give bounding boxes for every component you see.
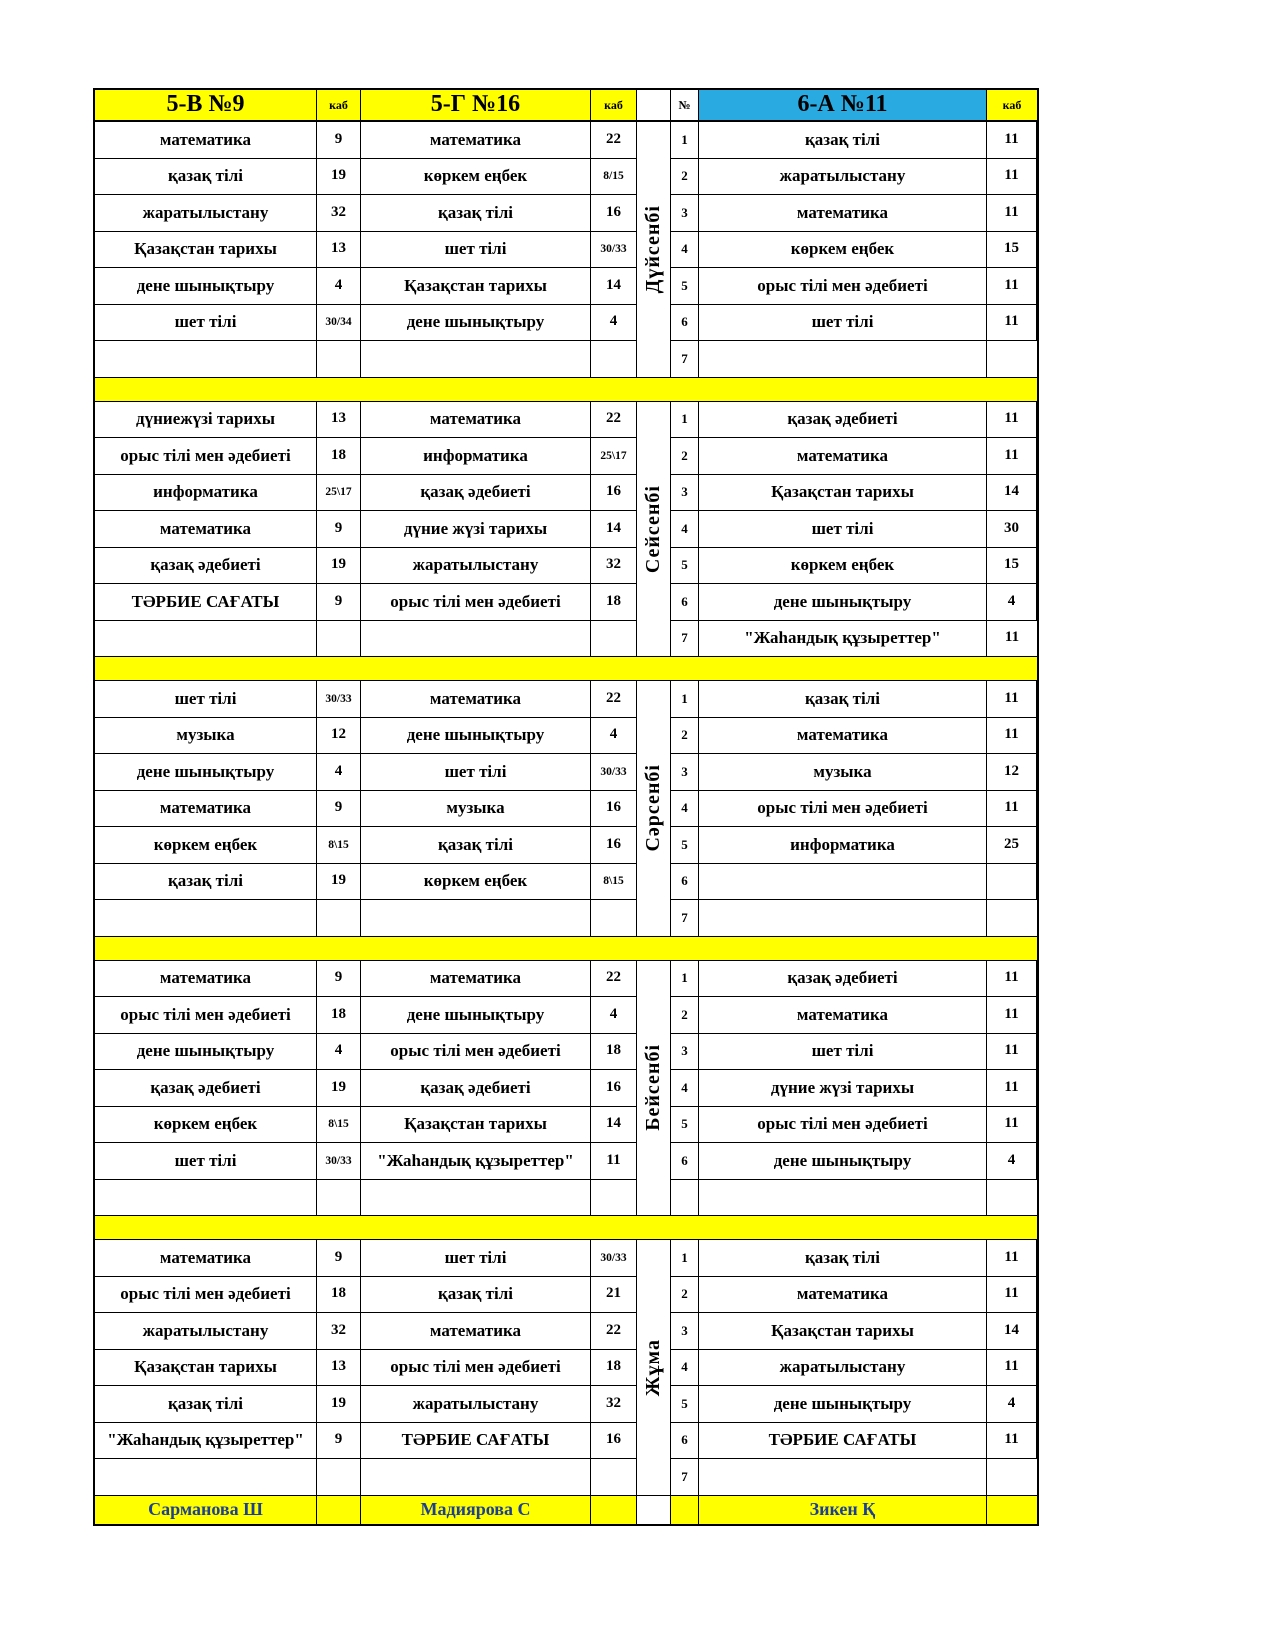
room-cell-5g — [591, 1459, 637, 1496]
separator-row — [95, 657, 1037, 681]
room-cell-5g: 18 — [591, 1350, 637, 1387]
footer-day-gap-cell — [637, 1496, 671, 1524]
subject-cell-5g: жаратылыстану — [361, 548, 591, 585]
subject-cell-5v: дүниежүзі тарихы — [95, 402, 317, 439]
subject-cell-6a: музыка — [699, 754, 987, 791]
room-cell-5g: 16 — [591, 1423, 637, 1460]
subject-cell-5v — [95, 900, 317, 937]
room-cell-6a: 14 — [987, 475, 1037, 512]
subject-cell-5v — [95, 1459, 317, 1496]
room-cell-5g: 22 — [591, 961, 637, 998]
subject-cell-6a: шет тілі — [699, 511, 987, 548]
room-cell-5v — [317, 900, 361, 937]
subject-cell-5g: музыка — [361, 791, 591, 828]
room-cell-5g: 16 — [591, 475, 637, 512]
subject-cell-6a: жаратылыстану — [699, 1350, 987, 1387]
subject-cell-6a: шет тілі — [699, 305, 987, 342]
lesson-number-cell: 4 — [671, 511, 699, 548]
room-cell-5g: 14 — [591, 1107, 637, 1144]
lesson-number-col-header: № — [671, 90, 699, 122]
subject-cell-6a: дүние жүзі тарихы — [699, 1070, 987, 1107]
subject-cell-5g: математика — [361, 402, 591, 439]
room-cell-6a: 11 — [987, 402, 1037, 439]
subject-cell-5v: орыс тілі мен әдебиеті — [95, 1277, 317, 1314]
subject-cell-5v: жаратылыстану — [95, 1313, 317, 1350]
lesson-number-cell: 6 — [671, 1423, 699, 1460]
separator-row — [95, 378, 1037, 402]
subject-cell-5g: қазақ әдебиеті — [361, 1070, 591, 1107]
room-cell-6a — [987, 900, 1037, 937]
subject-cell-6a — [699, 1180, 987, 1217]
subject-cell-6a: орыс тілі мен әдебиеті — [699, 268, 987, 305]
subject-cell-5g: қазақ тілі — [361, 827, 591, 864]
lesson-number-cell: 2 — [671, 438, 699, 475]
subject-cell-6a: "Жаһандық құзыреттер" — [699, 621, 987, 658]
subject-cell-5g: ТӘРБИЕ САҒАТЫ — [361, 1423, 591, 1460]
room-cell-5v: 18 — [317, 438, 361, 475]
room-cell-5v: 9 — [317, 1423, 361, 1460]
lesson-number-cell: 4 — [671, 232, 699, 269]
subject-cell-5g — [361, 1459, 591, 1496]
room-cell-6a — [987, 1180, 1037, 1217]
lesson-number-cell: 3 — [671, 195, 699, 232]
day-label-text: Жұма — [642, 1338, 664, 1396]
separator-row — [95, 937, 1037, 961]
day-label — [637, 402, 671, 658]
room-col-header: каб — [987, 90, 1037, 122]
subject-cell-5g — [361, 341, 591, 378]
room-cell-5g: 22 — [591, 402, 637, 439]
subject-cell-6a: көркем еңбек — [699, 548, 987, 585]
room-cell-6a — [987, 341, 1037, 378]
subject-cell-5g: шет тілі — [361, 1240, 591, 1277]
day-block — [95, 1240, 1037, 1496]
room-col-header: каб — [317, 90, 361, 122]
subject-cell-5v: математика — [95, 122, 317, 159]
subject-cell-6a: қазақ әдебиеті — [699, 402, 987, 439]
subject-cell-5g: дене шынықтыру — [361, 718, 591, 755]
room-cell-5v: 8\15 — [317, 827, 361, 864]
room-cell-5v: 18 — [317, 1277, 361, 1314]
room-cell-5g: 16 — [591, 195, 637, 232]
subject-cell-5v: математика — [95, 791, 317, 828]
subject-cell-6a: көркем еңбек — [699, 232, 987, 269]
room-cell-5v: 4 — [317, 268, 361, 305]
subject-cell-5g: шет тілі — [361, 232, 591, 269]
room-cell-5v: 4 — [317, 754, 361, 791]
room-cell-5v: 9 — [317, 584, 361, 621]
room-cell-5g: 21 — [591, 1277, 637, 1314]
subject-cell-5g — [361, 621, 591, 658]
room-cell-5g: 32 — [591, 548, 637, 585]
subject-cell-5v: математика — [95, 511, 317, 548]
room-cell-6a: 4 — [987, 1143, 1037, 1180]
room-cell-5v: 30/33 — [317, 1143, 361, 1180]
subject-cell-5v: Қазақстан тарихы — [95, 232, 317, 269]
lesson-number-cell: 3 — [671, 754, 699, 791]
room-col-header: каб — [591, 90, 637, 122]
subject-cell-5g: орыс тілі мен әдебиеті — [361, 1350, 591, 1387]
lesson-number-cell: 2 — [671, 1277, 699, 1314]
subject-cell-5g: шет тілі — [361, 754, 591, 791]
subject-cell-5g: математика — [361, 1313, 591, 1350]
room-cell-5g: 18 — [591, 1034, 637, 1071]
subject-cell-6a: дене шынықтыру — [699, 1386, 987, 1423]
room-cell-5g — [591, 1180, 637, 1217]
room-cell-6a: 11 — [987, 791, 1037, 828]
room-cell-5g: 22 — [591, 1313, 637, 1350]
room-cell-5v — [317, 1180, 361, 1217]
subject-cell-6a — [699, 864, 987, 901]
room-cell-6a: 4 — [987, 584, 1037, 621]
room-cell-6a: 11 — [987, 438, 1037, 475]
room-cell-6a: 11 — [987, 195, 1037, 232]
room-cell-5v: 13 — [317, 402, 361, 439]
subject-cell-6a — [699, 900, 987, 937]
subject-cell-5v: қазақ әдебиеті — [95, 548, 317, 585]
subject-cell-6a: математика — [699, 997, 987, 1034]
subject-cell-5v: Қазақстан тарихы — [95, 1350, 317, 1387]
lesson-number-cell: 3 — [671, 1313, 699, 1350]
teacher-name-5v: Сарманова Ш — [95, 1496, 317, 1524]
room-cell-6a: 11 — [987, 305, 1037, 342]
teacher-name-6a: Зикен Қ — [699, 1496, 987, 1524]
subject-cell-6a: орыс тілі мен әдебиеті — [699, 791, 987, 828]
room-cell-6a: 11 — [987, 122, 1037, 159]
header-row — [95, 90, 1037, 122]
subject-cell-5v: математика — [95, 1240, 317, 1277]
subject-cell-5v: ТӘРБИЕ САҒАТЫ — [95, 584, 317, 621]
subject-cell-6a: қазақ тілі — [699, 1240, 987, 1277]
room-cell-5v: 18 — [317, 997, 361, 1034]
day-block — [95, 402, 1037, 658]
subject-cell-5v: шет тілі — [95, 681, 317, 718]
lesson-number-cell: 2 — [671, 159, 699, 196]
room-cell-5v: 9 — [317, 122, 361, 159]
subject-cell-5v — [95, 341, 317, 378]
room-cell-5v: 19 — [317, 1386, 361, 1423]
subject-cell-5g: дене шынықтыру — [361, 997, 591, 1034]
subject-cell-5v: дене шынықтыру — [95, 1034, 317, 1071]
room-cell-5v: 9 — [317, 791, 361, 828]
lesson-number-cell: 4 — [671, 791, 699, 828]
room-cell-5g: 22 — [591, 681, 637, 718]
room-cell-6a: 14 — [987, 1313, 1037, 1350]
room-cell-5g: 16 — [591, 1070, 637, 1107]
room-cell-6a: 11 — [987, 159, 1037, 196]
room-cell-5v: 32 — [317, 195, 361, 232]
subject-cell-6a: орыс тілі мен әдебиеті — [699, 1107, 987, 1144]
room-cell-6a: 11 — [987, 1070, 1037, 1107]
subject-cell-5g: қазақ тілі — [361, 195, 591, 232]
day-label-text: Сәрсенбі — [642, 764, 664, 853]
class-header-5v-9: 5-В №9 — [95, 90, 317, 122]
lesson-number-cell: 4 — [671, 1070, 699, 1107]
subject-cell-5v: шет тілі — [95, 1143, 317, 1180]
room-cell-5g: 18 — [591, 584, 637, 621]
subject-cell-5g: қазақ әдебиеті — [361, 475, 591, 512]
room-cell-5v: 9 — [317, 961, 361, 998]
subject-cell-5g: дүние жүзі тарихы — [361, 511, 591, 548]
room-cell-5g: 4 — [591, 305, 637, 342]
room-cell-6a: 11 — [987, 621, 1037, 658]
lesson-number-cell: 2 — [671, 718, 699, 755]
room-cell-6a: 11 — [987, 1240, 1037, 1277]
room-cell-5v: 4 — [317, 1034, 361, 1071]
subject-cell-5g — [361, 1180, 591, 1217]
day-block — [95, 961, 1037, 1217]
room-cell-5v — [317, 621, 361, 658]
subject-cell-6a: қазақ тілі — [699, 681, 987, 718]
subject-cell-6a: дене шынықтыру — [699, 584, 987, 621]
room-cell-5g: 30/33 — [591, 232, 637, 269]
room-cell-6a: 15 — [987, 232, 1037, 269]
subject-cell-5v — [95, 1180, 317, 1217]
room-cell-5g — [591, 341, 637, 378]
room-cell-5g: 16 — [591, 791, 637, 828]
room-cell-5v: 13 — [317, 232, 361, 269]
day-label-text: Сейсенбі — [642, 484, 664, 573]
subject-cell-5g: жаратылыстану — [361, 1386, 591, 1423]
room-cell-5g: 22 — [591, 122, 637, 159]
subject-cell-6a: қазақ тілі — [699, 122, 987, 159]
day-label — [637, 961, 671, 1217]
subject-cell-5v: математика — [95, 961, 317, 998]
subject-cell-5g: орыс тілі мен әдебиеті — [361, 1034, 591, 1071]
room-cell-5g: 11 — [591, 1143, 637, 1180]
lesson-number-cell: 1 — [671, 1240, 699, 1277]
subject-cell-6a: ТӘРБИЕ САҒАТЫ — [699, 1423, 987, 1460]
room-cell-5g: 16 — [591, 827, 637, 864]
subject-cell-6a: математика — [699, 195, 987, 232]
room-cell-5v: 30/34 — [317, 305, 361, 342]
lesson-number-cell: 2 — [671, 997, 699, 1034]
day-col-header — [637, 90, 671, 122]
lesson-number-cell: 5 — [671, 1386, 699, 1423]
room-cell-5v — [317, 341, 361, 378]
room-cell-5g: 14 — [591, 511, 637, 548]
room-cell-5v: 25\17 — [317, 475, 361, 512]
subject-cell-5g: орыс тілі мен әдебиеті — [361, 584, 591, 621]
subject-cell-5v: көркем еңбек — [95, 1107, 317, 1144]
lesson-number-cell: 4 — [671, 1350, 699, 1387]
lesson-number-cell: 5 — [671, 268, 699, 305]
day-label-text: Бейсенбі — [642, 1044, 664, 1132]
subject-cell-5g: қазақ тілі — [361, 1277, 591, 1314]
room-cell-6a: 11 — [987, 718, 1037, 755]
subject-cell-6a — [699, 1459, 987, 1496]
room-cell-5v: 32 — [317, 1313, 361, 1350]
day-label — [637, 1240, 671, 1496]
lesson-number-cell: 7 — [671, 1459, 699, 1496]
subject-cell-5g: Қазақстан тарихы — [361, 1107, 591, 1144]
lesson-number-cell: 6 — [671, 1143, 699, 1180]
lesson-number-cell: 1 — [671, 122, 699, 159]
room-cell-6a: 12 — [987, 754, 1037, 791]
subject-cell-5v: көркем еңбек — [95, 827, 317, 864]
room-cell-6a: 30 — [987, 511, 1037, 548]
day-block — [95, 681, 1037, 937]
subject-cell-5g: көркем еңбек — [361, 864, 591, 901]
subject-cell-5g: математика — [361, 961, 591, 998]
room-cell-6a: 11 — [987, 1277, 1037, 1314]
subject-cell-6a — [699, 341, 987, 378]
lesson-number-cell: 3 — [671, 1034, 699, 1071]
subject-cell-5g: "Жаһандық құзыреттер" — [361, 1143, 591, 1180]
lesson-number-cell: 6 — [671, 305, 699, 342]
teacher-name-5g: Мадиярова С — [361, 1496, 591, 1524]
room-cell-5v: 9 — [317, 1240, 361, 1277]
subject-cell-5v — [95, 621, 317, 658]
subject-cell-5v: шет тілі — [95, 305, 317, 342]
room-cell-5v: 12 — [317, 718, 361, 755]
room-cell-6a: 11 — [987, 997, 1037, 1034]
room-cell-5v: 19 — [317, 864, 361, 901]
subject-cell-5g: дене шынықтыру — [361, 305, 591, 342]
subject-cell-5v: дене шынықтыру — [95, 268, 317, 305]
subject-cell-5v: қазақ тілі — [95, 864, 317, 901]
subject-cell-6a: дене шынықтыру — [699, 1143, 987, 1180]
subject-cell-5v: қазақ тілі — [95, 1386, 317, 1423]
subject-cell-5v: жаратылыстану — [95, 195, 317, 232]
lesson-number-cell: 5 — [671, 1107, 699, 1144]
room-cell-5g: 14 — [591, 268, 637, 305]
subject-cell-5v: дене шынықтыру — [95, 754, 317, 791]
subject-cell-6a: информатика — [699, 827, 987, 864]
subject-cell-5v: қазақ әдебиеті — [95, 1070, 317, 1107]
subject-cell-5v: "Жаһандық құзыреттер" — [95, 1423, 317, 1460]
lesson-number-cell: 1 — [671, 961, 699, 998]
lesson-number-cell: 5 — [671, 827, 699, 864]
separator-row — [95, 1216, 1037, 1240]
room-cell-5v: 19 — [317, 159, 361, 196]
subject-cell-6a: Қазақстан тарихы — [699, 1313, 987, 1350]
lesson-number-cell: 1 — [671, 402, 699, 439]
subject-cell-5v: информатика — [95, 475, 317, 512]
subject-cell-5g: математика — [361, 681, 591, 718]
room-cell-6a: 25 — [987, 827, 1037, 864]
room-cell-5g: 8\15 — [591, 864, 637, 901]
lesson-number-cell — [671, 1180, 699, 1217]
footer-row — [95, 1496, 1037, 1524]
lesson-number-cell: 7 — [671, 341, 699, 378]
room-cell-6a: 11 — [987, 1034, 1037, 1071]
room-cell-5v — [317, 1459, 361, 1496]
room-cell-5v: 13 — [317, 1350, 361, 1387]
lesson-number-cell: 1 — [671, 681, 699, 718]
room-cell-5g: 4 — [591, 997, 637, 1034]
room-cell-6a: 15 — [987, 548, 1037, 585]
subject-cell-6a: Қазақстан тарихы — [699, 475, 987, 512]
room-cell-5v: 19 — [317, 1070, 361, 1107]
subject-cell-5v: қазақ тілі — [95, 159, 317, 196]
room-cell-5v: 9 — [317, 511, 361, 548]
footer-cell — [317, 1496, 361, 1524]
lesson-number-cell: 6 — [671, 864, 699, 901]
day-block — [95, 122, 1037, 378]
room-cell-6a: 11 — [987, 268, 1037, 305]
lesson-number-cell: 5 — [671, 548, 699, 585]
room-cell-5g — [591, 621, 637, 658]
subject-cell-6a: математика — [699, 718, 987, 755]
subject-cell-6a: шет тілі — [699, 1034, 987, 1071]
room-cell-6a — [987, 1459, 1037, 1496]
room-cell-5g: 30/33 — [591, 754, 637, 791]
subject-cell-5g — [361, 900, 591, 937]
room-cell-5v: 30/33 — [317, 681, 361, 718]
footer-cell — [987, 1496, 1037, 1524]
class-header-6a-11: 6-А №11 — [699, 90, 987, 122]
subject-cell-5v: орыс тілі мен әдебиеті — [95, 997, 317, 1034]
room-cell-5g: 4 — [591, 718, 637, 755]
room-cell-6a: 11 — [987, 1423, 1037, 1460]
room-cell-5g: 30/33 — [591, 1240, 637, 1277]
subject-cell-5v: музыка — [95, 718, 317, 755]
class-header-5g-16: 5-Г №16 — [361, 90, 591, 122]
footer-cell — [671, 1496, 699, 1524]
room-cell-5g: 25\17 — [591, 438, 637, 475]
day-label — [637, 681, 671, 937]
room-cell-5g — [591, 900, 637, 937]
subject-cell-5v: орыс тілі мен әдебиеті — [95, 438, 317, 475]
lesson-number-cell: 6 — [671, 584, 699, 621]
room-cell-5g: 32 — [591, 1386, 637, 1423]
lesson-number-cell: 3 — [671, 475, 699, 512]
room-cell-6a: 11 — [987, 1107, 1037, 1144]
subject-cell-6a: қазақ әдебиеті — [699, 961, 987, 998]
room-cell-6a: 11 — [987, 681, 1037, 718]
lesson-number-cell: 7 — [671, 621, 699, 658]
subject-cell-5g: математика — [361, 122, 591, 159]
subject-cell-5g: Қазақстан тарихы — [361, 268, 591, 305]
day-label — [637, 122, 671, 378]
day-label-text: Дүйсенбі — [642, 205, 664, 294]
room-cell-6a: 11 — [987, 961, 1037, 998]
room-cell-5v: 8\15 — [317, 1107, 361, 1144]
lesson-number-cell: 7 — [671, 900, 699, 937]
room-cell-6a — [987, 864, 1037, 901]
subject-cell-6a: жаратылыстану — [699, 159, 987, 196]
subject-cell-5g: көркем еңбек — [361, 159, 591, 196]
subject-cell-5g: информатика — [361, 438, 591, 475]
timetable-sheet — [93, 88, 1039, 1526]
subject-cell-6a: математика — [699, 1277, 987, 1314]
room-cell-5g: 8/15 — [591, 159, 637, 196]
room-cell-6a: 11 — [987, 1350, 1037, 1387]
room-cell-5v: 19 — [317, 548, 361, 585]
footer-cell — [591, 1496, 637, 1524]
room-cell-6a: 4 — [987, 1386, 1037, 1423]
subject-cell-6a: математика — [699, 438, 987, 475]
